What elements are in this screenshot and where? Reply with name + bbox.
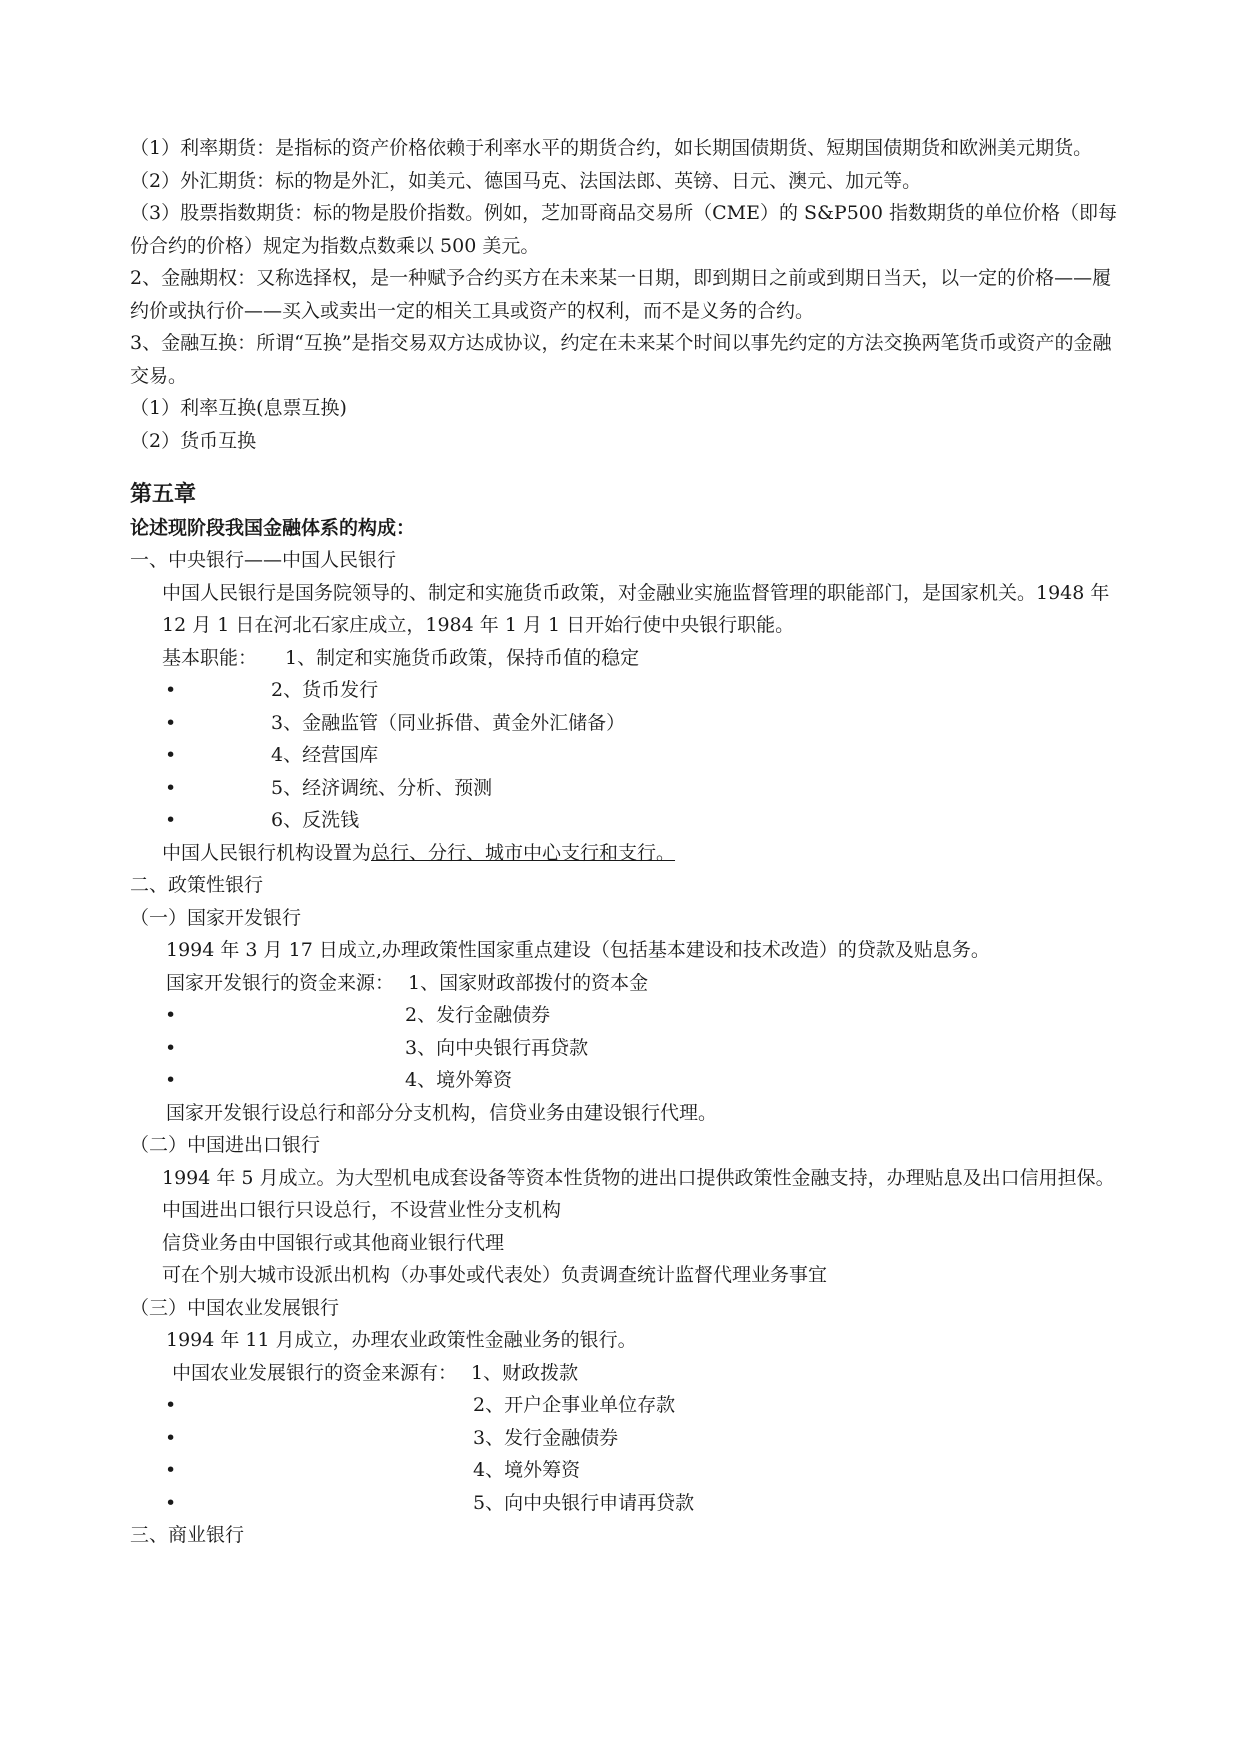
- eximbank-description: 1994 年 5 月成立。为大型机电成套设备等资本性货物的进出口提供政策性金融支持，办理贴息及出口信用担保。: [162, 1166, 1115, 1189]
- list-item: [130, 707, 1120, 740]
- cdb-funds-label: 国家开发银行的资金来源：: [166, 971, 395, 994]
- eximbank-title: （二）中国进出口银行: [130, 1134, 321, 1156]
- paragraph-currency-swap: （2）货币互换: [130, 429, 257, 452]
- function-item: 1、制定和实施货币政策，保持币值的稳定: [285, 646, 640, 669]
- function-item: 5、经济调统、分析、预测: [271, 776, 493, 799]
- eximbank-note-1: 中国进出口银行只设总行，不设营业性分支机构: [162, 1199, 562, 1221]
- section-commercial-banks-title: 三、商业银行: [130, 1524, 245, 1546]
- function-item: 3、金融监管（同业拆借、黄金外汇储备）: [271, 711, 626, 734]
- bullet-icon: •: [165, 1069, 177, 1091]
- chapter-heading: 第五章: [130, 482, 197, 507]
- eximbank-note-2: 信贷业务由中国银行或其他商业银行代理: [162, 1231, 505, 1254]
- document-page: [130, 132, 1120, 1552]
- bullet-icon: •: [165, 1459, 177, 1481]
- list-item: [130, 1454, 1120, 1487]
- cdb-funds-row: [130, 967, 1120, 1000]
- bullet-icon: •: [165, 1426, 177, 1449]
- bullet-icon: •: [165, 809, 177, 831]
- list-item: [130, 674, 1120, 707]
- bullet-icon: •: [165, 679, 177, 701]
- function-item: 4、经营国库: [271, 744, 379, 766]
- paragraph-fx-futures: （2）外汇期货：标的物是外汇，如美元、德国马克、法国法郎、英镑、日元、澳元、加元等。: [130, 169, 922, 192]
- paragraph-options: 2、金融期权：又称选择权，是一种赋予合约买方在未来某一日期，即到期日之前或到期日当天，以一定的价格——履约价或执行价——买入或卖出一定的相关工具或资产的权利，而不是义务的合约。: [130, 267, 1112, 322]
- bullet-icon: •: [165, 1036, 177, 1059]
- cdb-title: （一）国家开发银行: [130, 906, 302, 929]
- list-item: [130, 1064, 1120, 1097]
- cdb-note: 国家开发银行设总行和部分分支机构，信贷业务由建设银行代理。: [166, 1101, 718, 1124]
- adbc-funds-label: 中国农业发展银行的资金来源有：: [172, 1361, 458, 1384]
- fund-item: 2、开户企事业单位存款: [473, 1394, 676, 1416]
- fund-item: 5、向中央银行申请再贷款: [473, 1491, 695, 1514]
- section-policy-banks-title: 二、政策性银行: [130, 874, 264, 896]
- bullet-icon: •: [165, 1491, 177, 1514]
- paragraph-swaps: 3、金融互换：所谓“互换”是指交易双方达成协议，约定在未来某个时间以事先约定的方法交换两笔货币或资产的金融交易。: [130, 332, 1112, 387]
- paragraph-interest-futures: （1）利率期货：是指标的资产价格依赖于利率水平的期货合约，如长期国债期货、短期国债期货和欧洲美元期货。: [130, 137, 1093, 159]
- list-item: [130, 1389, 1120, 1422]
- topic-heading: 论述现阶段我国金融体系的构成：: [130, 516, 416, 539]
- fund-item: 3、发行金融债券: [473, 1426, 619, 1449]
- paragraph-interest-swap: （1）利率互换(息票互换): [130, 397, 347, 419]
- fund-item: 4、境外筹资: [473, 1459, 581, 1481]
- section-central-bank-title: 一、中央银行——中国人民银行: [130, 549, 397, 571]
- bullet-icon: •: [165, 711, 177, 734]
- function-item: 2、货币发行: [271, 679, 379, 701]
- list-item: [130, 1422, 1120, 1455]
- function-item: 6、反洗钱: [271, 809, 360, 831]
- eximbank-note-3: 可在个别大城市设派出机构（办事处或代表处）负责调查统计监督代理业务事宜: [162, 1264, 828, 1286]
- list-item: [130, 1032, 1120, 1065]
- central-bank-description: 中国人民银行是国务院领导的、制定和实施货币政策，对金融业实施监督管理的职能部门，是国家机关。1948 年 12 月 1 日在河北石家庄成立，1984 年 1 月 1 日开始行使中央银行职能。: [162, 581, 1110, 636]
- bullet-icon: •: [165, 1394, 177, 1416]
- cdb-description: 1994 年 3 月 17 日成立,办理政策性国家重点建设（包括基本建设和技术改造）的贷款及贴息务。: [166, 939, 990, 961]
- adbc-title: （三）中国农业发展银行: [130, 1296, 340, 1319]
- list-item: [130, 772, 1120, 805]
- bullet-icon: •: [165, 776, 177, 799]
- fund-item: 2、发行金融债券: [405, 1004, 551, 1026]
- basic-functions-label: 基本职能：: [162, 646, 258, 669]
- list-item: [130, 739, 1120, 772]
- fund-item: 1、国家财政部拨付的资本金: [408, 971, 649, 994]
- pboc-organization-prefix: 中国人民银行机构设置为: [162, 841, 372, 864]
- list-item: [130, 804, 1120, 837]
- adbc-funds-row: [130, 1357, 1120, 1390]
- bullet-icon: •: [165, 1004, 177, 1026]
- paragraph-index-futures: （3）股票指数期货：标的物是股价指数。例如，芝加哥商品交易所（CME）的 S&P500 指数期货的单位价格（即每份合约的价格）规定为指数点数乘以 500 美元。: [130, 202, 1118, 257]
- fund-item: 4、境外筹资: [405, 1069, 513, 1091]
- pboc-organization: [130, 837, 1120, 870]
- bullet-icon: •: [165, 744, 177, 766]
- basic-functions-row: [130, 642, 1120, 675]
- list-item: [130, 999, 1120, 1032]
- fund-item: 1、财政拨款: [471, 1361, 579, 1384]
- list-item: [130, 1487, 1120, 1520]
- fund-item: 3、向中央银行再贷款: [405, 1036, 589, 1059]
- pboc-organization-levels: 总行、分行、城市中心支行和支行。: [371, 841, 676, 864]
- adbc-description: 1994 年 11 月成立，办理农业政策性金融业务的银行。: [166, 1329, 637, 1351]
